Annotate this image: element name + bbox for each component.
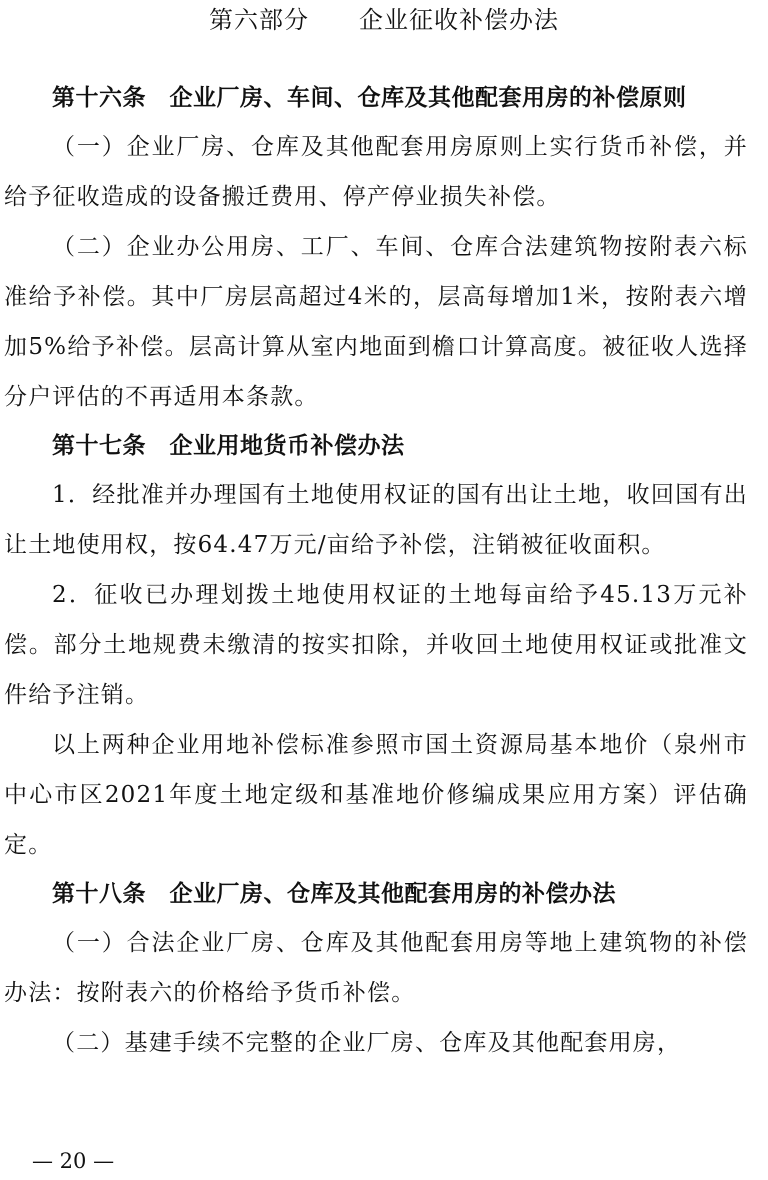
article-heading: 第十六条 企业厂房、车间、仓库及其他配套用房的补偿原则 bbox=[52, 85, 687, 111]
paragraph: （一）企业厂房、仓库及其他配套用房原则上实行货币补偿，并给予征收造成的设备搬迁费用、停产停业损失补偿。 bbox=[4, 134, 748, 210]
paragraph: （二）企业办公用房、工厂、车间、仓库合法建筑物按附表六标准给予补偿。其中厂房层高超过4米的，层高每增加1米，按附表六增加5%给予补偿。层高计算从室内地面到檐口计算高度。被征收人选择分户评估的不再适用本条款。 bbox=[4, 234, 748, 410]
article-heading: 第十七条 企业用地货币补偿办法 bbox=[52, 433, 405, 459]
paragraph: 1．经批准并办理国有土地使用权证的国有出让土地，收回国有出让土地使用权，按64.47万元/亩给予补偿，注销被征收面积。 bbox=[4, 482, 748, 558]
page-number: — 20 — bbox=[32, 1149, 115, 1173]
paragraph: 2．征收已办理划拨土地使用权证的土地每亩给予45.13万元补偿。部分土地规费未缴清的按实扣除，并收回土地使用权证或批准文件给予注销。 bbox=[4, 582, 748, 708]
paragraph: （二）基建手续不完整的企业厂房、仓库及其他配套用房， bbox=[52, 1030, 682, 1056]
article-16 bbox=[4, 74, 748, 422]
paragraph: 以上两种企业用地补偿标准参照市国土资源局基本地价（泉州市中心市区2021年度土地定级和基准地价修编成果应用方案）评估确定。 bbox=[4, 732, 748, 858]
article-17 bbox=[4, 422, 748, 870]
paragraph: （一）合法企业厂房、仓库及其他配套用房等地上建筑物的补偿办法：按附表六的价格给予货币补偿。 bbox=[4, 930, 748, 1006]
article-heading: 第十八条 企业厂房、仓库及其他配套用房的补偿办法 bbox=[52, 881, 616, 907]
article-18 bbox=[4, 870, 748, 1068]
part-title: 第六部分 企业征收补偿办法 bbox=[209, 6, 559, 34]
document-body bbox=[4, 74, 748, 1068]
